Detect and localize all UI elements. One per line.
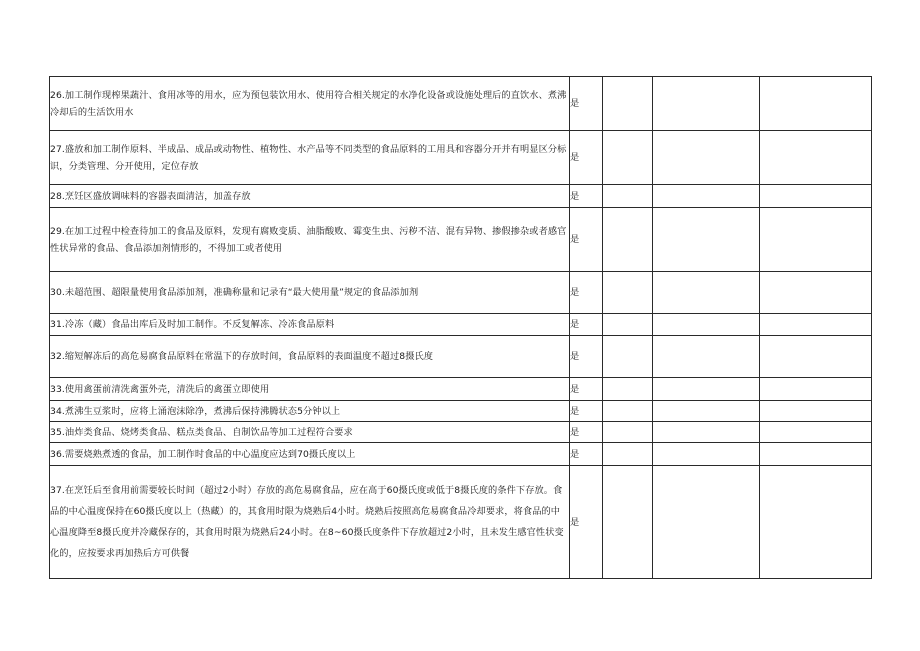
- table-row: [50, 77, 872, 131]
- empty-cell: [760, 77, 872, 131]
- empty-cell: [760, 466, 872, 579]
- empty-cell: [603, 77, 653, 131]
- empty-cell: [760, 336, 872, 378]
- table-row: [50, 131, 872, 185]
- result-cell: 是: [570, 466, 603, 579]
- empty-cell: [760, 378, 872, 401]
- empty-cell: [653, 443, 760, 466]
- empty-cell: [760, 314, 872, 336]
- result-cell: 是: [570, 422, 603, 443]
- inspection-checklist-table: [49, 76, 872, 579]
- table-row: [50, 185, 872, 208]
- empty-cell: [653, 378, 760, 401]
- check-item-27: 27.盛放和加工制作原料、半成品、成品或动物性、植物性、水产品等不同类型的食品原料的工用具和容器分开并有明显区分标识，分类管理、分开使用，定位存放: [50, 131, 570, 185]
- empty-cell: [603, 131, 653, 185]
- table-row: [50, 443, 872, 466]
- empty-cell: [653, 131, 760, 185]
- result-cell: 是: [570, 131, 603, 185]
- empty-cell: [603, 401, 653, 422]
- empty-cell: [653, 77, 760, 131]
- empty-cell: [653, 336, 760, 378]
- result-cell: 是: [570, 314, 603, 336]
- table-row: [50, 401, 872, 422]
- empty-cell: [603, 422, 653, 443]
- empty-cell: [760, 131, 872, 185]
- check-item-30: 30.未超范围、超限量使用食品添加剂，准确称量和记录有“最大使用量”规定的食品添加剂: [50, 272, 570, 314]
- check-item-29: 29.在加工过程中检查待加工的食品及原料，发现有腐败变质、油脂酸败、霉变生虫、污秽不洁、混有异物、掺假掺杂或者感官性状异常的食品、食品添加剂情形的，不得加工或者使用: [50, 208, 570, 272]
- empty-cell: [653, 208, 760, 272]
- empty-cell: [653, 466, 760, 579]
- empty-cell: [603, 443, 653, 466]
- check-item-31: 31.冷冻（藏）食品出库后及时加工制作。不反复解冻、冷冻食品原料: [50, 314, 570, 336]
- empty-cell: [760, 185, 872, 208]
- result-cell: 是: [570, 77, 603, 131]
- result-cell: 是: [570, 185, 603, 208]
- empty-cell: [603, 272, 653, 314]
- table-row: [50, 314, 872, 336]
- table-row: [50, 422, 872, 443]
- check-item-37: 37.在烹饪后至食用前需要较长时间（超过2小时）存放的高危易腐食品，应在高于60摄氏度或低于8摄氏度的条件下存放。食品的中心温度保持在60摄氏度以上（热藏）的，其食用时限为烧熟后4小时。烧熟后按照高危易腐食品冷却要求，将食品的中心温度降至8摄氏度并冷藏保存的，其食用时限为烧熟后24小时。在8~60摄氏度条件下存放超过2小时，且未发生感官性状变化的，应按要求再加热后方可供餐: [50, 466, 570, 579]
- table-row: [50, 378, 872, 401]
- check-item-26: 26.加工制作现榨果蔬汁、食用冰等的用水，应为预包装饮用水、使用符合相关规定的水净化设备或设施处理后的直饮水、煮沸冷却后的生活饮用水: [50, 77, 570, 131]
- empty-cell: [603, 466, 653, 579]
- empty-cell: [603, 208, 653, 272]
- empty-cell: [653, 401, 760, 422]
- empty-cell: [653, 272, 760, 314]
- result-cell: 是: [570, 272, 603, 314]
- table-row: [50, 272, 872, 314]
- empty-cell: [603, 314, 653, 336]
- table-row: [50, 336, 872, 378]
- empty-cell: [653, 314, 760, 336]
- empty-cell: [760, 401, 872, 422]
- result-cell: 是: [570, 443, 603, 466]
- check-item-34: 34.煮沸生豆浆时，应将上涌泡沫除净，煮沸后保持沸腾状态5分钟以上: [50, 401, 570, 422]
- table-row: [50, 466, 872, 579]
- check-item-28: 28.烹饪区盛放调味料的容器表面清洁，加盖存放: [50, 185, 570, 208]
- empty-cell: [653, 422, 760, 443]
- empty-cell: [603, 185, 653, 208]
- result-cell: 是: [570, 401, 603, 422]
- check-item-36: 36.需要烧熟煮透的食品，加工制作时食品的中心温度应达到70摄氏度以上: [50, 443, 570, 466]
- empty-cell: [603, 378, 653, 401]
- result-cell: 是: [570, 378, 603, 401]
- empty-cell: [760, 208, 872, 272]
- empty-cell: [760, 422, 872, 443]
- empty-cell: [603, 336, 653, 378]
- table-row: [50, 208, 872, 272]
- result-cell: 是: [570, 336, 603, 378]
- result-cell: 是: [570, 208, 603, 272]
- empty-cell: [760, 272, 872, 314]
- check-item-35: 35.油炸类食品、烧烤类食品、糕点类食品、自制饮品等加工过程符合要求: [50, 422, 570, 443]
- empty-cell: [653, 185, 760, 208]
- check-item-33: 33.使用禽蛋前清洗禽蛋外壳，清洗后的禽蛋立即使用: [50, 378, 570, 401]
- empty-cell: [760, 443, 872, 466]
- check-item-32: 32.缩短解冻后的高危易腐食品原料在常温下的存放时间，食品原料的表面温度不超过8摄氏度: [50, 336, 570, 378]
